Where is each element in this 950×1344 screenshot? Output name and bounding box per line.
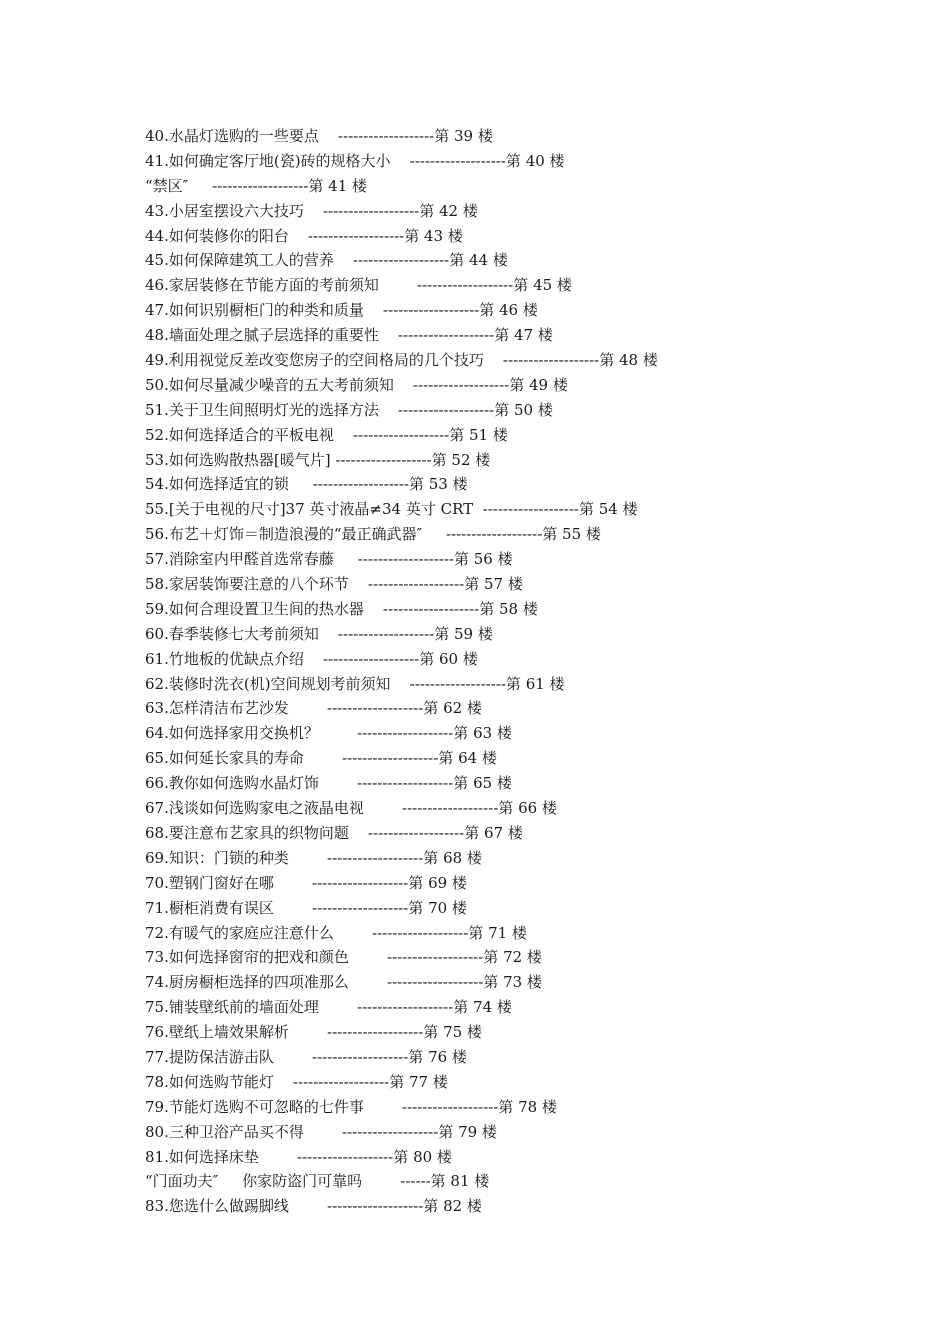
toc-line: 73.如何选择窗帘的把戏和颜色 -------------------第 72 楼: [145, 948, 542, 967]
toc-line: 70.塑钢门窗好在哪 -------------------第 69 楼: [145, 873, 467, 892]
toc-line: 80.三种卫浴产品买不得 -------------------第 79 楼: [145, 1122, 497, 1141]
toc-line: 74.厨房橱柜选择的四项准那么 -------------------第 73 楼: [145, 973, 542, 992]
toc-line: 47.如何识别橱柜门的种类和质量 -------------------第 46 楼: [145, 301, 538, 320]
toc-line: 52.如何选择适合的平板电视 -------------------第 51 楼: [145, 425, 508, 444]
toc-line: 75.铺装壁纸前的墙面处理 -------------------第 74 楼: [145, 998, 512, 1017]
toc-line: 59.如何合理设置卫生间的热水器 -------------------第 58 楼: [145, 599, 538, 618]
toc-line: 61.竹地板的优缺点介绍 -------------------第 60 楼: [145, 649, 478, 668]
toc-line: 63.怎样清洁布艺沙发 -------------------第 62 楼: [145, 699, 482, 718]
toc-line: 72.有暖气的家庭应注意什么 -------------------第 71 楼: [145, 923, 527, 942]
toc-line: 41.如何确定客厅地(瓷)砖的规格大小 -------------------第 40 楼: [145, 151, 565, 170]
toc-line: 71.橱柜消费有误区 -------------------第 70 楼: [145, 898, 467, 917]
toc-line: 77.提防保洁游击队 -------------------第 76 楼: [145, 1047, 467, 1066]
toc-line: 49.利用视觉反差改变您房子的空间格局的几个技巧 -------------------第 48 楼: [145, 351, 658, 370]
toc-line: 78.如何选购节能灯 -------------------第 77 楼: [145, 1072, 448, 1091]
toc-line: 55.[关于电视的尺寸]37 英寸液晶≠34 英寸 CRT -------------------第 54 楼: [145, 500, 638, 519]
toc-line: 54.如何选择适宜的锁 -------------------第 53 楼: [145, 475, 468, 494]
toc-line: 66.教你如何选购水晶灯饰 -------------------第 65 楼: [145, 774, 512, 793]
toc-line: “禁区″ -------------------第 41 楼: [145, 176, 368, 195]
toc-line: 48.墙面处理之腻子层选择的重要性 -------------------第 47 楼: [145, 326, 553, 345]
toc-line: 53.如何选购散热器[暖气片] -------------------第 52 楼: [145, 450, 491, 469]
toc-line: 56.布艺＋灯饰＝制造浪漫的“最正确武器″ -------------------第 55 楼: [145, 525, 601, 544]
toc-line: 81.如何选择床垫 -------------------第 80 楼: [145, 1147, 452, 1166]
toc-line: 68.要注意布艺家具的织物问题 -------------------第 67 楼: [145, 823, 523, 842]
toc-line: 69.知识：门锁的种类 -------------------第 68 楼: [145, 848, 482, 867]
toc-line: 51.关于卫生间照明灯光的选择方法 -------------------第 50 楼: [145, 400, 553, 419]
toc-line: 50.如何尽量减少噪音的五大考前须知 -------------------第 49 楼: [145, 375, 568, 394]
toc-line: 57.消除室内甲醛首选常春藤 -------------------第 56 楼: [145, 550, 513, 569]
toc-line: 46.家居装修在节能方面的考前须知 -------------------第 45 楼: [145, 276, 572, 295]
toc-line: 64.如何选择家用交换机？ -------------------第 63 楼: [145, 724, 512, 743]
toc-line: 60.春季装修七大考前须知 -------------------第 59 楼: [145, 624, 493, 643]
toc-line: 44.如何装修你的阳台 -------------------第 43 楼: [145, 226, 463, 245]
toc-line: 67.浅谈如何选购家电之液晶电视 -------------------第 66 楼: [145, 799, 557, 818]
toc-line: 45.如何保障建筑工人的营养 -------------------第 44 楼: [145, 251, 508, 270]
toc-line: 76.壁纸上墙效果解析 -------------------第 75 楼: [145, 1023, 482, 1042]
toc-line: 83.您选什么做踢脚线 -------------------第 82 楼: [145, 1197, 482, 1216]
toc-line: 62.装修时洗衣(机)空间规划考前须知 -------------------第 61 楼: [145, 674, 565, 693]
toc-line: 43.小居室摆设六大技巧 -------------------第 42 楼: [145, 201, 478, 220]
toc-line: 40.水晶灯选购的一些要点 -------------------第 39 楼: [145, 127, 493, 145]
toc-line: “门面功夫″ 你家防盗门可靠吗 ------第 81 楼: [145, 1172, 490, 1191]
toc-line: 58.家居装饰要注意的八个环节 -------------------第 57 楼: [145, 575, 523, 594]
toc-line: 65.如何延长家具的寿命 -------------------第 64 楼: [145, 749, 497, 768]
toc-line: 79.节能灯选购不可忽略的七件事 -------------------第 78 楼: [145, 1097, 557, 1116]
table-of-contents: [145, 124, 905, 1219]
